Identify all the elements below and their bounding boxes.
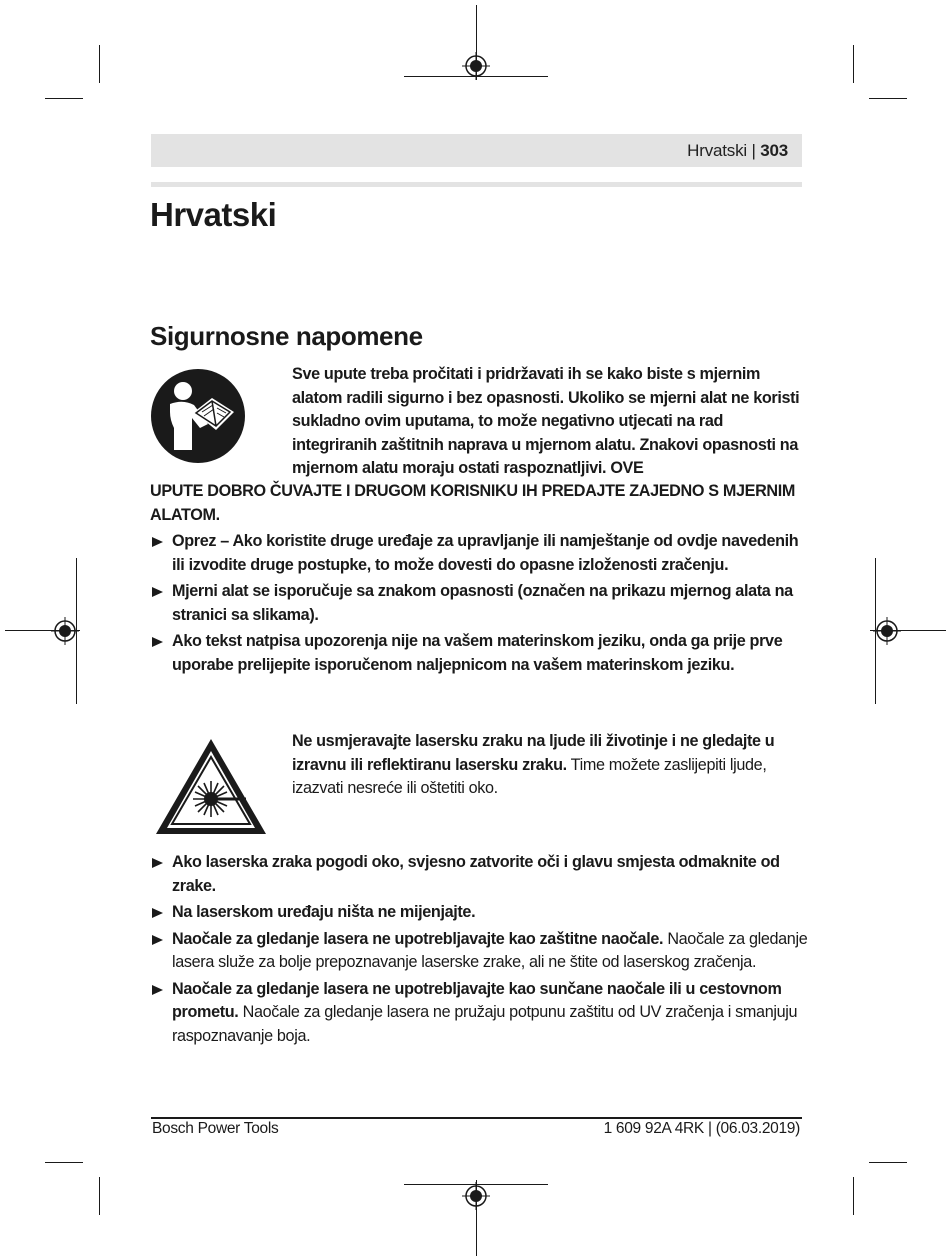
- intro-text-continued: UPUTE DOBRO ČUVAJTE I DRUGOM KORISNIKU IH PREDAJTE ZAJEDNO S MJERNIM ALATOM.: [150, 482, 796, 524]
- footer-rule: [151, 1117, 802, 1119]
- list-item-text: Naočale za gledanje lasera služe za bolje prepoznavanje laserske zrake, ali ne štite od laserskog zračenja.: [172, 929, 808, 971]
- bullet-triangle-icon: [152, 935, 163, 945]
- laser-warning-text: [292, 730, 807, 801]
- list-item: [150, 901, 810, 925]
- crop-mark: [853, 1177, 854, 1215]
- page-title: Hrvatski: [150, 196, 277, 233]
- list-item-bold: Ako laserska zraka pogodi oko, svjesno zatvorite oči i glavu smjesta odmaknite od zrake.: [172, 853, 780, 895]
- crop-mark: [869, 98, 907, 99]
- list-item-text: Naočale za gledanje lasera ne pružaju potpunu zaštitu od UV zračenja i smanjuju raspoznavanje boja.: [172, 1003, 798, 1045]
- crop-mark: [45, 98, 83, 99]
- registration-mark-icon: [51, 617, 79, 645]
- list-item-bold: Na laserskom uređaju ništa ne mijenjajte.: [172, 903, 476, 921]
- registration-mark-icon: [462, 1182, 490, 1210]
- list-item-bold: Ako tekst natpisa upozorenja nije na vašem materinskom jeziku, onda ga prije prve uporabe prelijepite isporučenom naljepnicom na vašem materinskom jeziku.: [172, 632, 783, 674]
- list-item-bold: Naočale za gledanje lasera ne upotrebljavajte kao sunčane naočale ili u cestovnom prometu.: [172, 979, 782, 1021]
- laser-warning-icon: [154, 737, 268, 837]
- laser-safety-list: [150, 851, 810, 1051]
- list-item: [150, 530, 810, 577]
- crop-mark: [99, 45, 100, 83]
- laser-warning-bold: Ne usmjeravajte lasersku zraku na ljude ili životinje i ne gledajte u izravnu ili reflektiranu lasersku zraku.: [292, 732, 775, 774]
- list-item: [150, 978, 810, 1049]
- list-item-bold: Oprez – Ako koristite druge uređaje za upravljanje ili namještanje od ovdje navedenih ili izvodite druge postupke, to može dovesti do opasne izloženosti zračenju.: [172, 532, 799, 574]
- list-item: [150, 928, 810, 975]
- running-header: [151, 134, 802, 167]
- bullet-triangle-icon: [152, 908, 163, 918]
- bullet-triangle-icon: [152, 858, 163, 868]
- bullet-triangle-icon: [152, 537, 163, 547]
- header-rule: [151, 182, 802, 187]
- list-item-bold: Naočale za gledanje lasera ne upotrebljavajte kao zaštitne naočale.: [172, 929, 664, 948]
- page-number: 303: [760, 141, 788, 160]
- footer-document-code: 1 609 92A 4RK | (06.03.2019): [603, 1120, 800, 1137]
- list-item-bold: Mjerni alat se isporučuje sa znakom opasnosti (označen na prikazu mjernog alata na stranici sa slikama).: [172, 582, 793, 624]
- safety-list: [150, 530, 810, 680]
- crop-mark: [45, 1162, 83, 1163]
- header-language: Hrvatski: [687, 141, 747, 160]
- bullet-triangle-icon: [152, 637, 163, 647]
- intro-text: Sve upute treba pročitati i pridržavati ih se kako biste s mjernim alatom radili sigurno i bez opasnosti. Ukoliko se mjerni alat ne koristi sukladno ovim uputama, to može negativno utjecati na rad integriranih zaštitnih naprava u mjernom alatu. Znakovi opasnosti na mjernom alatu moraju ostati raspoznatljivi. OVE: [292, 365, 800, 477]
- list-item: [150, 851, 810, 898]
- crop-mark: [99, 1177, 100, 1215]
- bullet-triangle-icon: [152, 985, 163, 995]
- crop-mark: [853, 45, 854, 83]
- registration-mark-icon: [462, 52, 490, 80]
- crop-mark: [869, 1162, 907, 1163]
- registration-mark-icon: [873, 617, 901, 645]
- laser-warning-normal: Time možete zaslijepiti ljude, izazvati nesreće ili oštetiti oko.: [292, 755, 767, 797]
- list-item: [150, 580, 810, 627]
- section-title: Sigurnosne napomene: [150, 321, 423, 351]
- footer-publisher: Bosch Power Tools: [152, 1120, 279, 1137]
- list-item: [150, 630, 810, 677]
- header-label: Hrvatski | 303: [687, 141, 788, 160]
- read-manual-icon: [150, 368, 246, 464]
- bullet-triangle-icon: [152, 587, 163, 597]
